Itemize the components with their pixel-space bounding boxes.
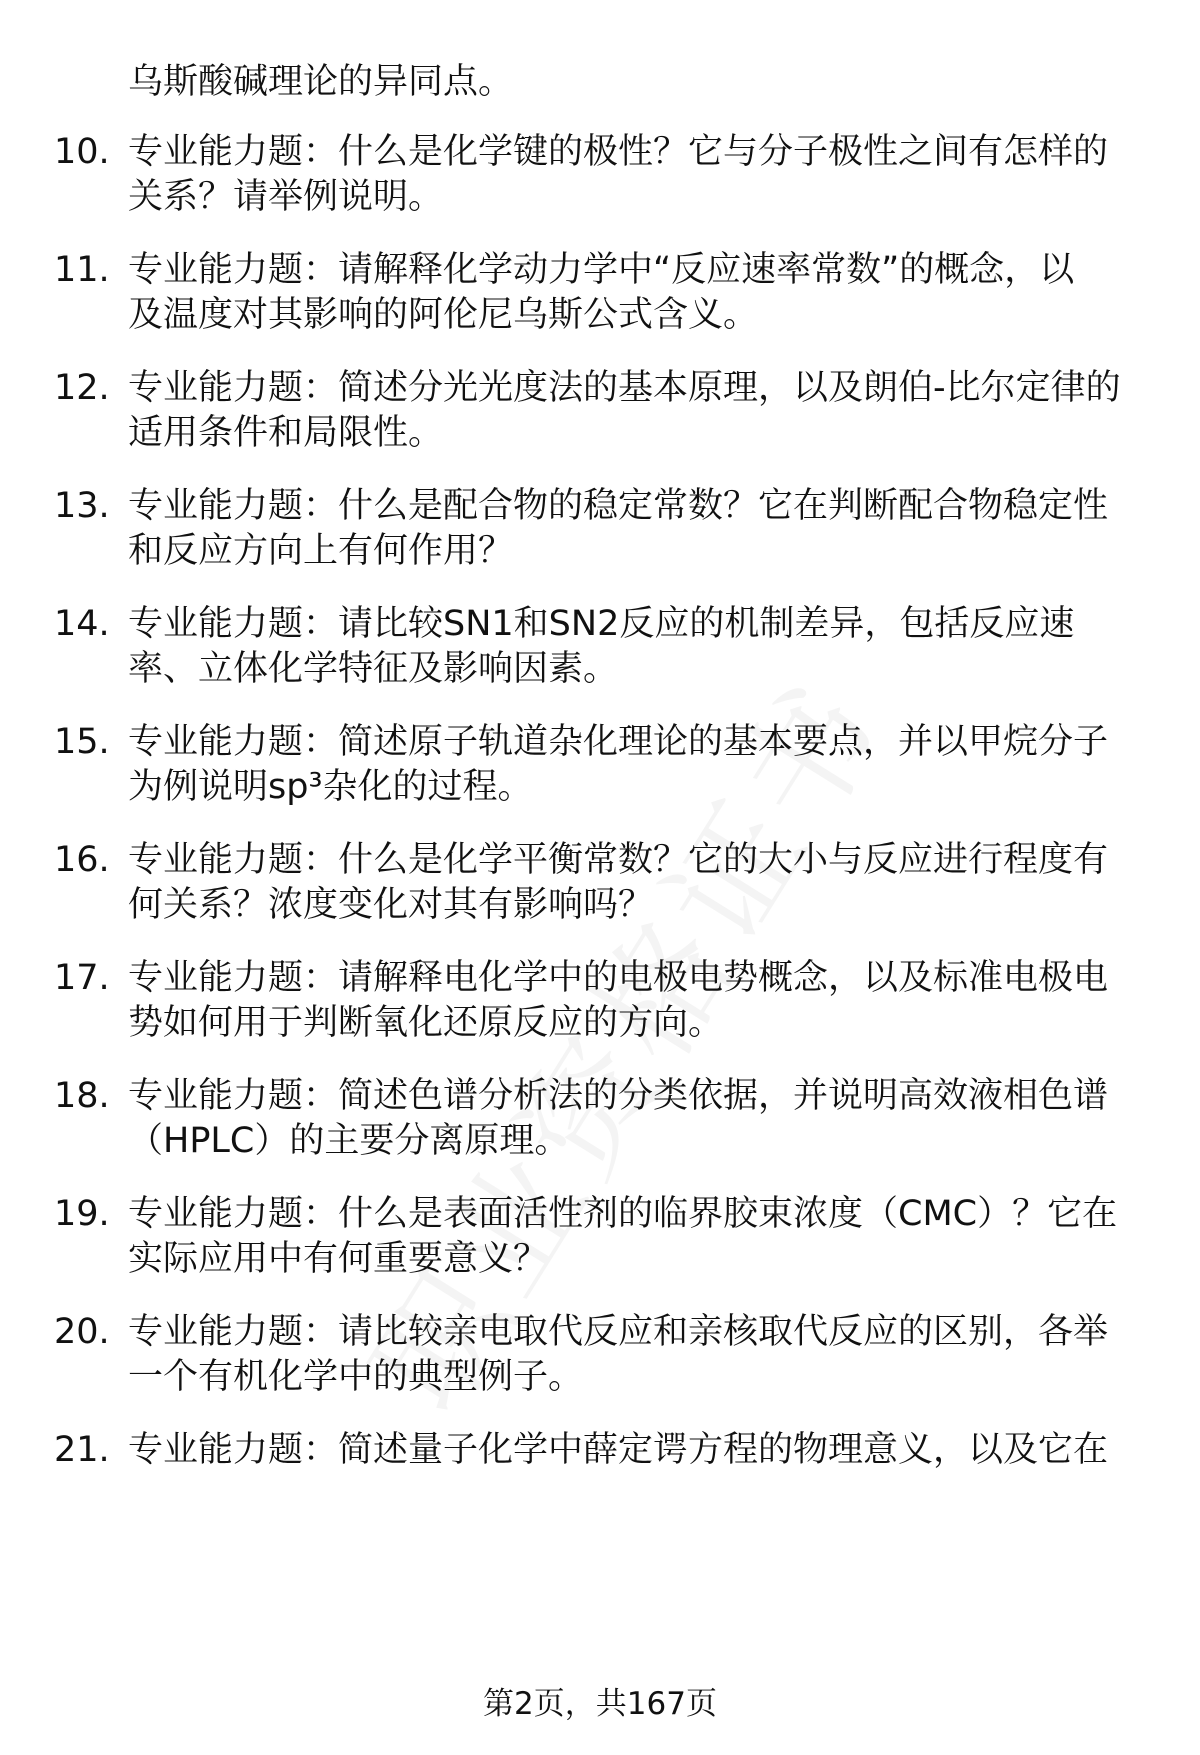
question-number: 14. bbox=[54, 604, 110, 644]
question-text: 实际应用中有何重要意义？ bbox=[128, 1239, 549, 1279]
question-text: 专业能力题：简述分光光度法的基本原理，以及朗伯-比尔定律的 bbox=[128, 368, 1121, 408]
question-text: 专业能力题：请解释电化学中的电极电势概念，以及标准电极电 bbox=[128, 958, 1109, 998]
question-number: 12. bbox=[54, 368, 110, 408]
question-text: 势如何用于判断氧化还原反应的方向。 bbox=[128, 1003, 724, 1043]
question-number: 11. bbox=[54, 250, 110, 290]
question-text: 专业能力题：什么是配合物的稳定常数？它在判断配合物稳定性 bbox=[128, 486, 1109, 526]
question-text: 何关系？浓度变化对其有影响吗？ bbox=[128, 885, 654, 925]
question-number: 21. bbox=[54, 1430, 110, 1470]
question-text: 适用条件和局限性。 bbox=[128, 413, 444, 453]
question-number: 10. bbox=[54, 132, 110, 172]
question-text: 专业能力题：什么是化学平衡常数？它的大小与反应进行程度有 bbox=[128, 840, 1109, 880]
question-text: 为例说明sp³杂化的过程。 bbox=[128, 767, 533, 807]
question-number: 15. bbox=[54, 722, 110, 762]
question-text: 专业能力题：简述原子轨道杂化理论的基本要点，并以甲烷分子 bbox=[128, 722, 1109, 762]
question-text: 及温度对其影响的阿伦尼乌斯公式含义。 bbox=[128, 295, 759, 335]
question-number: 16. bbox=[54, 840, 110, 880]
question-text: 和反应方向上有何作用？ bbox=[128, 531, 514, 571]
question-text: 率、立体化学特征及影响因素。 bbox=[128, 649, 619, 689]
page-footer: 第2页，共167页 bbox=[483, 1686, 717, 1722]
question-text: 一个有机化学中的典型例子。 bbox=[128, 1357, 584, 1397]
question-text: 专业能力题：请比较SN1和SN2反应的机制差异，包括反应速 bbox=[128, 604, 1075, 644]
question-text: 专业能力题：什么是化学键的极性？它与分子极性之间有怎样的 bbox=[128, 132, 1109, 172]
question-text: 专业能力题：请比较亲电取代反应和亲核取代反应的区别，各举 bbox=[128, 1312, 1109, 1352]
question-number: 19. bbox=[54, 1194, 110, 1234]
question-text: 专业能力题：简述量子化学中薛定谔方程的物理意义，以及它在 bbox=[128, 1430, 1109, 1470]
question-text: 专业能力题：请解释化学动力学中“反应速率常数”的概念，以 bbox=[128, 250, 1075, 290]
question-text: 专业能力题：简述色谱分析法的分类依据，并说明高效液相色谱 bbox=[128, 1076, 1109, 1116]
question-text: 专业能力题：什么是表面活性剂的临界胶束浓度（CMC）？它在 bbox=[128, 1194, 1118, 1234]
question-text: 乌斯酸碱理论的异同点。 bbox=[128, 62, 514, 102]
question-number: 18. bbox=[54, 1076, 110, 1116]
question-text: （HPLC）的主要分离原理。 bbox=[128, 1121, 570, 1161]
question-number: 20. bbox=[54, 1312, 110, 1352]
question-number: 13. bbox=[54, 486, 110, 526]
question-number: 17. bbox=[54, 958, 110, 998]
question-text: 关系？请举例说明。 bbox=[128, 177, 444, 217]
